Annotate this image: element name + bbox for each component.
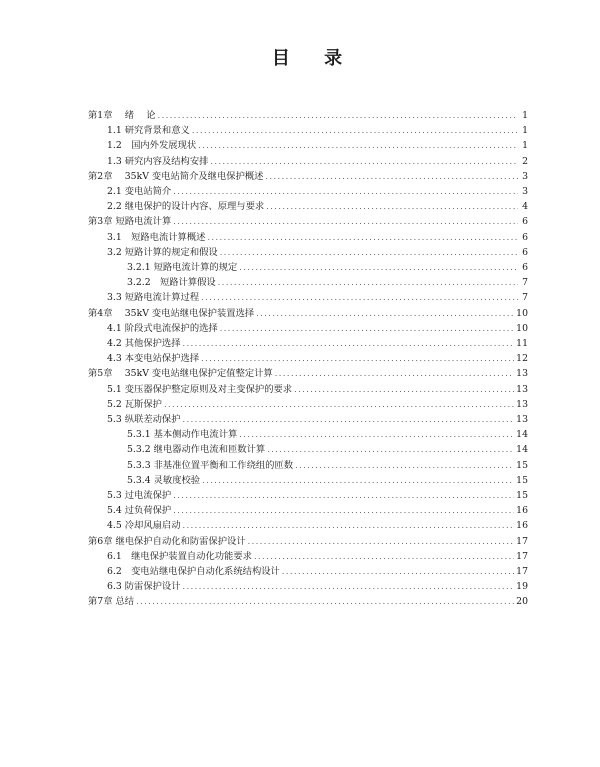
- toc-entry-page: 17: [516, 566, 528, 577]
- toc-entry[interactable]: [107, 337, 528, 351]
- toc-entry[interactable]: [107, 489, 528, 503]
- toc-entry-label: 3.2 短路计算的规定和假设: [107, 246, 218, 258]
- toc-entry-label: 4.5 冷却风扇启动: [107, 520, 181, 532]
- toc-entry-page: 3: [522, 186, 528, 197]
- toc-entry-label: 1.3 研究内容及结构安排: [107, 155, 209, 167]
- toc-leader-dots: [267, 443, 514, 457]
- toc-entry-label: 5.3.3 非基准位置平衡和工作绕组的匝数: [127, 459, 294, 471]
- toc-entry-page: 7: [522, 292, 528, 304]
- toc-leader-dots: [275, 367, 514, 381]
- toc-entry-label: 2.1 变电站简介: [107, 186, 172, 197]
- toc-entry[interactable]: [88, 535, 528, 549]
- toc-entry-page: 4: [522, 201, 528, 213]
- toc-leader-dots: [202, 474, 514, 488]
- toc-entry[interactable]: [127, 261, 528, 275]
- toc-entry-label: 5.3 纵联差动保护: [107, 414, 181, 425]
- toc-leader-dots: [136, 595, 514, 609]
- toc-entry-label: 第5章 35kV 变电站继电保护定值整定计算: [88, 368, 273, 380]
- toc-leader-dots: [183, 580, 515, 594]
- toc-entry[interactable]: [127, 459, 528, 473]
- toc-entry[interactable]: [107, 352, 528, 366]
- toc-entry-page: 16: [516, 505, 528, 517]
- toc-leader-dots: [218, 276, 518, 290]
- toc-entry-label: 1.1 研究背景和意义: [107, 125, 190, 137]
- toc-entry-label: 2.2 继电保护的设计内容、原理与要求: [107, 201, 265, 213]
- toc-entry-label: 5.4 过负荷保护: [107, 505, 172, 517]
- toc-leader-dots: [198, 139, 518, 153]
- toc-entry-label: 1.2 国内外发展现状: [107, 140, 197, 152]
- toc-leader-dots: [239, 261, 518, 275]
- toc-entry-label: 6.3 防雷保护设计: [107, 581, 181, 593]
- toc-entry[interactable]: [88, 170, 528, 184]
- toc-entry-page: 13: [516, 414, 528, 425]
- toc-entry-label: 3.3 短路电流计算过程: [107, 292, 200, 304]
- toc-entry-page: 7: [522, 277, 528, 289]
- toc-entry-label: 第1章 绪 论: [88, 110, 156, 121]
- toc-leader-dots: [192, 124, 518, 138]
- toc-entry-label: 5.3.1 基本侧动作电流计算: [127, 429, 238, 441]
- toc-leader-dots: [294, 383, 514, 397]
- toc-entry-page: 20: [516, 596, 528, 608]
- toc-leader-dots: [265, 170, 518, 184]
- toc-entry-page: 15: [516, 474, 528, 486]
- toc-entry-page: 13: [516, 398, 528, 410]
- toc-entry-page: 6: [522, 246, 528, 258]
- toc-entry[interactable]: [127, 276, 528, 290]
- toc-leader-dots: [173, 215, 518, 229]
- toc-leader-dots: [201, 291, 518, 305]
- toc-leader-dots: [207, 231, 518, 245]
- toc-entry-label: 6.2 变电站继电保护自动化系统结构设计: [107, 566, 280, 577]
- toc-entry[interactable]: [88, 307, 528, 321]
- toc-entry-page: 10: [516, 322, 528, 334]
- toc-entry-page: 16: [516, 520, 528, 532]
- toc-entry[interactable]: [107, 550, 528, 564]
- toc-entry-page: 11: [516, 338, 528, 349]
- toc-entry[interactable]: [107, 200, 528, 214]
- toc-entry[interactable]: [107, 565, 528, 579]
- toc-entry-label: 5.2 瓦斯保护: [107, 398, 162, 410]
- toc-entry-label: 6.1 继电保护装置自动化功能要求: [107, 550, 252, 562]
- toc-entry[interactable]: [107, 139, 528, 153]
- toc-entry[interactable]: [107, 291, 528, 305]
- toc-entry[interactable]: [107, 124, 528, 138]
- toc-entry-page: 10: [516, 307, 528, 319]
- toc-entry-page: 3: [522, 170, 528, 182]
- toc-entry[interactable]: [88, 595, 528, 609]
- toc-entry-page: 17: [516, 535, 528, 547]
- toc-entry-page: 15: [516, 490, 528, 501]
- toc-leader-dots: [266, 200, 518, 214]
- toc-leader-dots: [282, 565, 514, 579]
- toc-leader-dots: [183, 337, 515, 351]
- toc-entry-page: 2: [522, 155, 528, 167]
- toc-entry-page: 15: [516, 459, 528, 471]
- toc-entry-page: 6: [522, 262, 528, 273]
- toc-leader-dots: [220, 246, 518, 260]
- toc-entry-label: 3.2.2 短路计算假设: [127, 277, 216, 289]
- toc-entry-page: 17: [516, 550, 528, 562]
- toc-entry-page: 1: [522, 140, 528, 152]
- toc-entry-label: 5.3.2 继电器动作电流和匝数计算: [127, 444, 266, 456]
- toc-entry-label: 第6章 继电保护自动化和防雷保护设计: [88, 535, 246, 547]
- toc-leader-dots: [239, 428, 514, 442]
- toc-entry[interactable]: [107, 504, 528, 518]
- page-title: 目 录: [271, 48, 357, 69]
- toc-entry-page: 6: [522, 231, 528, 243]
- toc-entry[interactable]: [107, 155, 528, 169]
- toc-leader-dots: [248, 535, 515, 549]
- toc-leader-dots: [220, 322, 514, 336]
- toc-leader-dots: [173, 185, 518, 199]
- toc-entry-label: 第2章 35kV 变电站简介及继电保护概述: [88, 170, 264, 182]
- toc-leader-dots: [158, 109, 518, 123]
- toc-entry-label: 4.1 阶段式电流保护的选择: [107, 322, 218, 334]
- toc-entry[interactable]: [88, 215, 528, 229]
- toc-entry-label: 4.3 本变电站保护选择: [107, 353, 200, 365]
- toc-leader-dots: [295, 459, 514, 473]
- toc-entry-page: 6: [522, 216, 528, 228]
- toc-entry[interactable]: [107, 580, 528, 594]
- toc-entry-label: 3.1 短路电流计算概述: [107, 231, 206, 243]
- toc-entry[interactable]: [127, 443, 528, 457]
- toc-entry[interactable]: [107, 413, 528, 427]
- toc-entry-page: 13: [516, 383, 528, 395]
- toc-entry[interactable]: [107, 185, 528, 199]
- toc-entry-page: 14: [516, 444, 528, 456]
- toc-entry[interactable]: [127, 474, 528, 488]
- toc-entry-page: 1: [522, 110, 528, 121]
- toc-leader-dots: [183, 413, 515, 427]
- toc-entry-page: 13: [516, 368, 528, 380]
- toc-entry[interactable]: [107, 398, 528, 412]
- toc-entry-label: 5.1 变压器保护整定原则及对主变保护的要求: [107, 383, 293, 395]
- toc-entry[interactable]: [88, 367, 528, 381]
- toc-entry-label: 5.3 过电流保护: [107, 490, 172, 501]
- toc-leader-dots: [210, 155, 518, 169]
- toc-entry-page: 14: [516, 429, 528, 441]
- toc-entry-label: 5.3.4 灵敏度校验: [127, 474, 201, 486]
- toc-entry-page: 12: [516, 353, 528, 365]
- toc-entry-label: 4.2 其他保护选择: [107, 338, 181, 349]
- toc-leader-dots: [173, 489, 514, 503]
- toc-entry[interactable]: [107, 231, 528, 245]
- toc-leader-dots: [173, 504, 514, 518]
- toc-entry[interactable]: [107, 246, 528, 260]
- toc-leader-dots: [164, 398, 514, 412]
- toc-entry[interactable]: [127, 428, 528, 442]
- toc-leader-dots: [183, 519, 515, 533]
- toc-entry[interactable]: [107, 519, 528, 533]
- toc-leader-dots: [254, 550, 514, 564]
- toc-entry[interactable]: [107, 383, 528, 397]
- toc-entry-label: 第4章 35kV 变电站继电保护装置选择: [88, 307, 255, 319]
- toc-entry-label: 第3章 短路电流计算: [88, 216, 172, 228]
- toc-entry-page: 19: [516, 581, 528, 593]
- toc-entry-page: 1: [522, 125, 528, 137]
- toc-leader-dots: [256, 307, 514, 321]
- toc-leader-dots: [201, 352, 514, 366]
- toc-entry-label: 第7章 总结: [88, 596, 135, 608]
- toc-entry[interactable]: [107, 322, 528, 336]
- toc-entry[interactable]: [88, 109, 528, 123]
- toc-entry-label: 3.2.1 短路电流计算的规定: [127, 262, 238, 273]
